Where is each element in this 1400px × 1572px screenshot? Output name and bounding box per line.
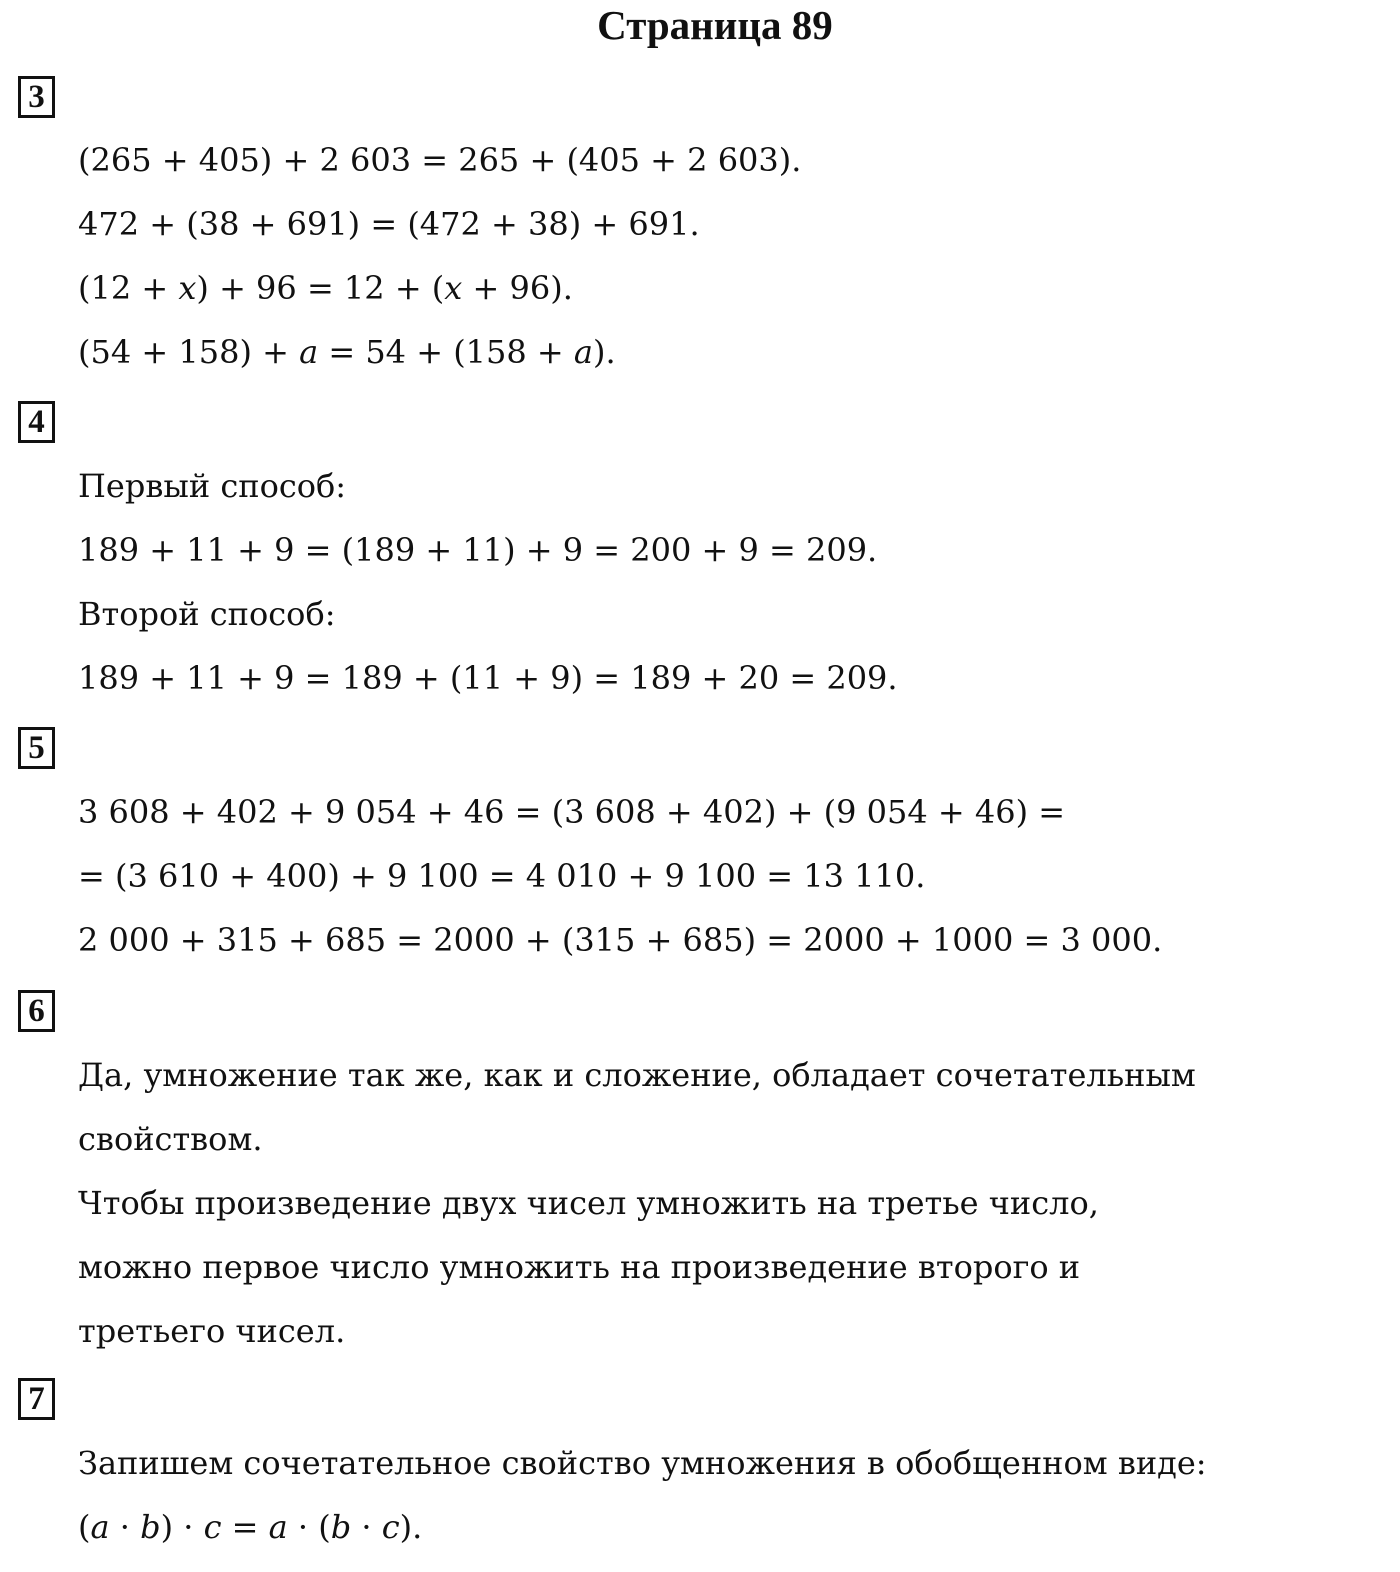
variable-x: x — [444, 269, 463, 307]
expr-part: ) · — [160, 1508, 204, 1546]
task-6-line-3: Чтобы произведение двух чисел умножить на третье число, — [78, 1184, 1099, 1222]
task-5-line-2: = (3 610 + 400) + 9 100 = 4 010 + 9 100 = 13 110. — [78, 857, 926, 895]
expr-part: = — [221, 1508, 269, 1546]
task-3-line-4 — [78, 320, 616, 384]
expr-part: · ( — [287, 1508, 331, 1546]
page-title: Страница 89 — [597, 2, 833, 48]
task-6-line-5: третьего чисел. — [78, 1312, 346, 1350]
task-3-line-3 — [78, 256, 573, 320]
variable-a: a — [299, 333, 319, 371]
expr-part: + 96). — [462, 269, 573, 307]
task-4-line-2: 189 + 11 + 9 = (189 + 11) + 9 = 200 + 9 = 209. — [78, 531, 878, 569]
task-number-5: 5 — [18, 727, 55, 769]
variable-b: b — [330, 1508, 352, 1546]
task-4-line-3: Второй способ: — [78, 595, 336, 633]
task-5-line-1: 3 608 + 402 + 9 054 + 46 = (3 608 + 402) + (9 054 + 46) = — [78, 793, 1066, 831]
task-7-line-1: Запишем сочетательное свойство умножения в обобщенном виде: — [78, 1444, 1207, 1482]
task-3-line-1: (265 + 405) + 2 603 = 265 + (405 + 2 603). — [78, 141, 802, 179]
task-5-line-3: 2 000 + 315 + 685 = 2000 + (315 + 685) = 2000 + 1000 = 3 000. — [78, 921, 1163, 959]
expr-part: ). — [399, 1508, 423, 1546]
task-3-line-2: 472 + (38 + 691) = (472 + 38) + 691. — [78, 205, 700, 243]
task-6-line-4: можно первое число умножить на произведение второго и — [78, 1248, 1081, 1286]
variable-a: a — [268, 1508, 288, 1546]
variable-x: x — [178, 269, 197, 307]
expr-part: (12 + — [78, 269, 179, 307]
expr-part: = 54 + (158 + — [318, 333, 574, 371]
task-number-7: 7 — [18, 1378, 55, 1420]
expr-part: ( — [78, 1508, 91, 1546]
task-4-line-4: 189 + 11 + 9 = 189 + (11 + 9) = 189 + 20 = 209. — [78, 659, 898, 697]
expr-part: ) + 96 = 12 + ( — [196, 269, 445, 307]
task-7-line-2 — [78, 1495, 422, 1559]
task-number-3: 3 — [18, 76, 55, 118]
variable-a: a — [573, 333, 593, 371]
task-number-4: 4 — [18, 401, 55, 443]
task-6-line-1: Да, умножение так же, как и сложение, обладает сочетательным — [78, 1056, 1196, 1094]
task-4-line-1: Первый способ: — [78, 467, 347, 505]
expr-part: ). — [592, 333, 616, 371]
task-number-6: 6 — [18, 990, 55, 1032]
variable-c: c — [203, 1508, 222, 1546]
task-6-line-2: свойством. — [78, 1120, 263, 1158]
variable-a: a — [90, 1508, 110, 1546]
expr-part: (54 + 158) + — [78, 333, 300, 371]
variable-b: b — [140, 1508, 161, 1546]
variable-c: c — [381, 1508, 400, 1546]
expr-part: · — [351, 1508, 382, 1546]
expr-part: · — [109, 1508, 141, 1546]
